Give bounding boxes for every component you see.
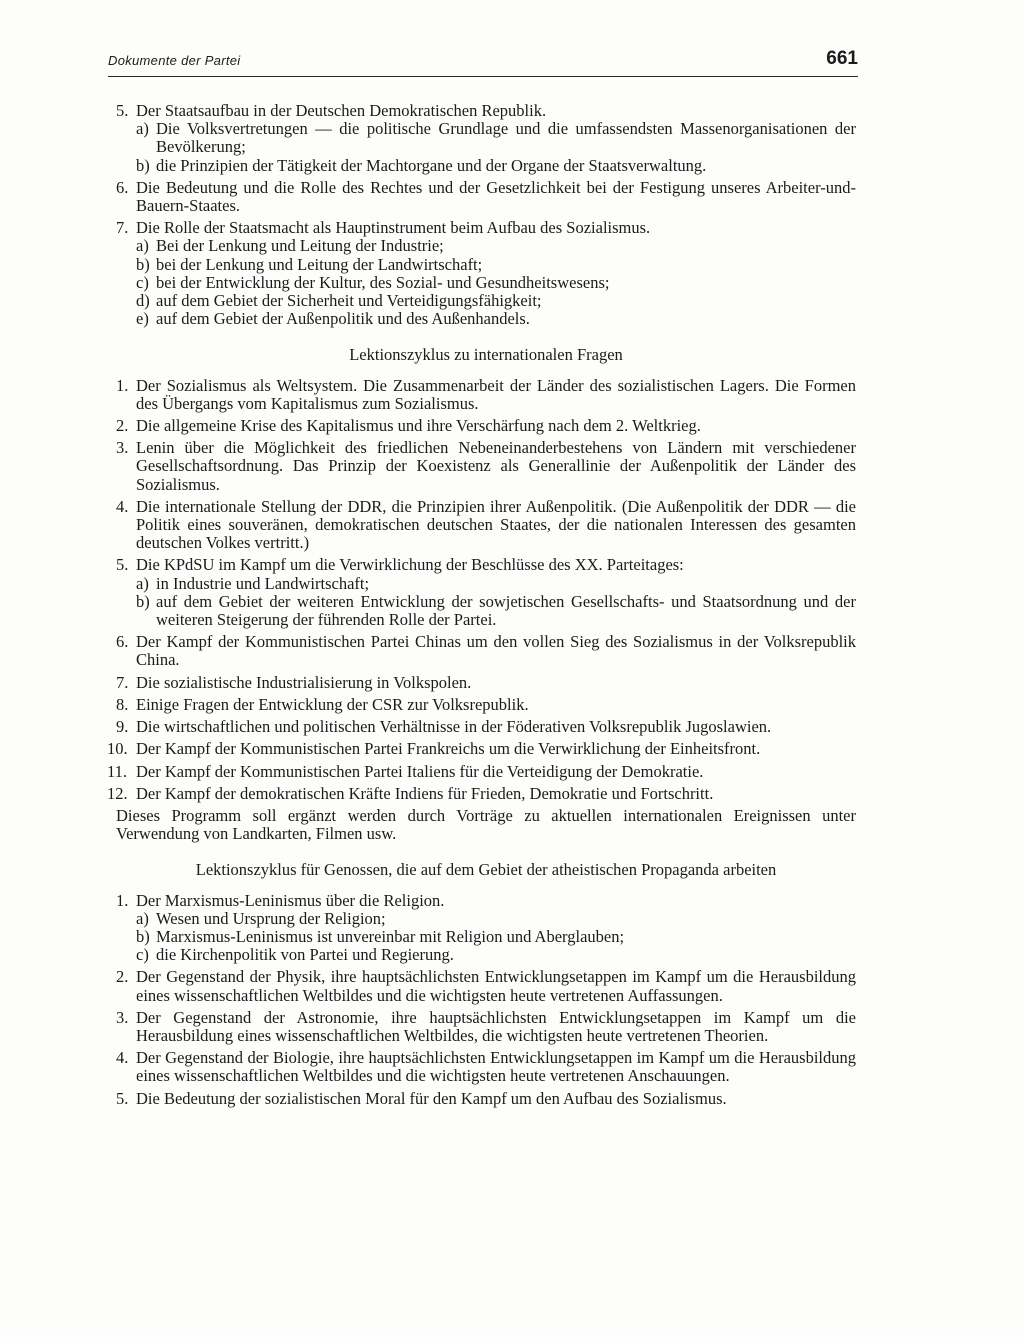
item-text: Die wirtschaftlichen und politischen Verhältnisse in der Föderativen Volksrepublik Jugoslawien. (136, 717, 772, 737)
sub-item-label: a) (136, 236, 149, 256)
item-text: Der Gegenstand der Physik, ihre hauptsächlichsten Entwicklungsetappen im Kampf um die Herausbildung eines wissenschaftlichen Weltbildes und die wichtigsten heute vertretenen Auffassungen. (136, 967, 856, 1005)
page-content (107, 101, 856, 1112)
list-item (116, 968, 856, 1004)
sub-item-label: b) (136, 254, 150, 274)
item-text: Der Kampf der demokratischen Kräfte Indiens für Frieden, Demokratie und Fortschritt. (136, 783, 714, 803)
sub-item (136, 928, 856, 946)
list-item (116, 696, 856, 714)
sub-item (136, 256, 856, 274)
sub-item (136, 237, 856, 255)
item-number: 5. (116, 555, 129, 575)
sub-item-text: in Industrie und Landwirtschaft; (156, 573, 370, 593)
sub-item-text: Die Volksvertretungen — die politische Grundlage und die umfassendsten Massenorganisationen der Bevölkerung; (156, 119, 856, 157)
sub-item-text: auf dem Gebiet der Außenpolitik und des Außenhandels. (156, 309, 530, 329)
sub-item (136, 120, 856, 156)
section-international-list (107, 375, 856, 803)
item-number: 10. (107, 739, 128, 759)
item-text: Der Gegenstand der Astronomie, ihre hauptsächlichsten Entwicklungsetappen im Kampf um die Herausbildung eines wissenschaftlichen Weltbildes, die wichtigsten heute vertretenen Theorien. (136, 1007, 856, 1045)
item-text: Der Kampf der Kommunistischen Partei Chinas um den vollen Sieg des Sozialismus in der Volksrepublik China. (136, 632, 856, 670)
item-text: Der Sozialismus als Weltsystem. Die Zusammenarbeit der Länder des sozialistischen Lagers. Die Formen des Übergangs vom Kapitalismus zum Sozialismus. (136, 375, 856, 413)
sub-item-text: die Kirchenpolitik von Partei und Regierung. (156, 945, 454, 965)
list-item (116, 439, 856, 494)
item-number: 1. (116, 890, 129, 910)
item-text: Die sozialistische Industrialisierung in Volkspolen. (136, 672, 472, 692)
page-header (108, 50, 858, 77)
list-item (116, 498, 856, 553)
item-text: Die Bedeutung der sozialistischen Moral für den Kampf um den Aufbau des Sozialismus. (136, 1088, 727, 1108)
item-number: 3. (116, 1007, 129, 1027)
sub-item-text: Wesen und Ursprung der Religion; (156, 908, 386, 928)
sub-item-label: a) (136, 908, 149, 928)
sub-item-text: Marxismus-Leninismus ist unvereinbar mit Religion und Aberglauben; (156, 926, 625, 946)
item-number: 1. (116, 375, 129, 395)
sub-item (136, 274, 856, 292)
item-number: 7. (116, 218, 129, 238)
sub-item-text: die Prinzipien der Tätigkeit der Machtorgane und der Organe der Staatsverwaltung. (156, 155, 707, 175)
sub-item-label: b) (136, 155, 150, 175)
list-item (116, 892, 856, 965)
sub-item-label: c) (136, 272, 149, 292)
list-item (116, 417, 856, 435)
item-number: 6. (116, 177, 129, 197)
item-text: Der Kampf der Kommunistischen Partei Frankreichs um die Verwirklichung der Einheitsfront. (136, 739, 761, 759)
sub-item-label: a) (136, 119, 149, 139)
section-atheist-list (116, 892, 856, 1108)
item-text: Die allgemeine Krise des Kapitalismus und ihre Verschärfung nach dem 2. Weltkrieg. (136, 416, 701, 436)
list-item (107, 761, 856, 781)
sub-item (136, 910, 856, 928)
sub-item-label: b) (136, 591, 150, 611)
item-number: 8. (116, 694, 129, 714)
list-item (116, 633, 856, 669)
sub-item-text: auf dem Gebiet der weiteren Entwicklung der sowjetischen Gesellschafts- und Staatsordnung und der weiteren Steigerung der führenden Rolle der Partei. (156, 591, 856, 630)
list-item (116, 1009, 856, 1045)
item-text: Die Rolle der Staatsmacht als Hauptinstrument beim Aufbau des Sozialismus. (136, 218, 651, 238)
item-text: Der Kampf der Kommunistischen Partei Italiens für die Verteidigung der Demokratie. (136, 761, 704, 781)
item-number: 4. (116, 1048, 129, 1068)
list-item (116, 377, 856, 413)
running-title: Dokumente der Partei (108, 53, 241, 68)
item-text: Die internationale Stellung der DDR, die Prinzipien ihrer Außenpolitik. (Die Außenpolitik der DDR — die Politik eines souveränen, demokratischen deutschen Staates, der die nationalen Interessen des gesamten deutschen Volkes vertritt.) (136, 496, 856, 553)
sub-item (136, 157, 856, 175)
item-text: Der Marxismus-Leninismus über die Religion. (136, 890, 445, 910)
list-item (116, 1049, 856, 1085)
list-item (116, 718, 856, 736)
item-number: 2. (116, 416, 129, 436)
item-text: Der Staatsaufbau in der Deutschen Demokratischen Republik. (136, 101, 547, 120)
sub-item-label: e) (136, 309, 149, 329)
sub-item (136, 310, 856, 328)
item-number: 12. (107, 783, 128, 803)
sub-item-text: Bei der Lenkung und Leitung der Industrie; (156, 236, 444, 256)
item-number: 5. (116, 101, 129, 120)
sub-item (136, 946, 856, 964)
item-text: Lenin über die Möglichkeit des friedlichen Nebeneinanderbestehens von Ländern mit verschiedener Gesellschaftsordnung. Das Prinzip der Koexistenz als Generallinie der Außenpolitik der Länder des Sozialismus. (136, 438, 856, 494)
sub-item (136, 575, 856, 593)
item-text: Der Gegenstand der Biologie, ihre hauptsächlichsten Entwicklungsetappen im Kampf um die Herausbildung eines wissenschaftlichen Weltbildes und die wichtigsten heute vertretenen Anschauungen. (136, 1048, 856, 1086)
sub-item (136, 292, 856, 310)
item-text: Die KPdSU im Kampf um die Verwirklichung der Beschlüsse des XX. Parteitages: (136, 555, 684, 575)
sub-item-text: bei der Lenkung und Leitung der Landwirtschaft; (156, 254, 483, 274)
sub-item-label: d) (136, 291, 150, 311)
item-number: 11. (107, 761, 128, 781)
item-number: 9. (116, 717, 129, 737)
item-text: Einige Fragen der Entwicklung der CSR zur Volksrepublik. (136, 694, 529, 714)
closing-paragraph: Dieses Programm soll ergänzt werden durch Vorträge zu aktuellen internationalen Ereignissen unter Verwendung von Landkarten, Filmen usw. (116, 805, 856, 844)
list-item (116, 556, 856, 629)
list-item (116, 1090, 856, 1108)
sub-item (136, 593, 856, 629)
item-number: 5. (116, 1088, 129, 1108)
list-item (107, 783, 856, 803)
sub-item-label: c) (136, 945, 149, 965)
item-number: 6. (116, 632, 129, 652)
list-item (116, 219, 856, 328)
list-item (107, 739, 856, 759)
sub-item-text: bei der Entwicklung der Kultur, des Sozial- und Gesundheitswesens; (156, 272, 610, 292)
sub-item-label: b) (136, 926, 150, 946)
page-number: 661 (826, 48, 858, 69)
list-item (116, 674, 856, 692)
section-state-structure (116, 102, 856, 328)
sub-item-text: auf dem Gebiet der Sicherheit und Verteidigungsfähigkeit; (156, 291, 542, 311)
list-item (116, 102, 856, 175)
item-number: 2. (116, 967, 129, 987)
item-number: 7. (116, 672, 129, 692)
sub-item-label: a) (136, 573, 149, 593)
item-number: 3. (116, 438, 129, 458)
item-text: Die Bedeutung und die Rolle des Rechtes und der Gesetzlichkeit bei der Festigung unseres Arbeiter-und-Bauern-Staates. (136, 177, 856, 216)
list-item (116, 179, 856, 215)
item-number: 4. (116, 496, 129, 516)
section-heading-international: Lektionszyklus zu internationalen Fragen (349, 345, 623, 365)
section-heading-atheist: Lektionszyklus für Genossen, die auf dem Gebiet der atheistischen Propaganda arbeiten (195, 860, 777, 880)
